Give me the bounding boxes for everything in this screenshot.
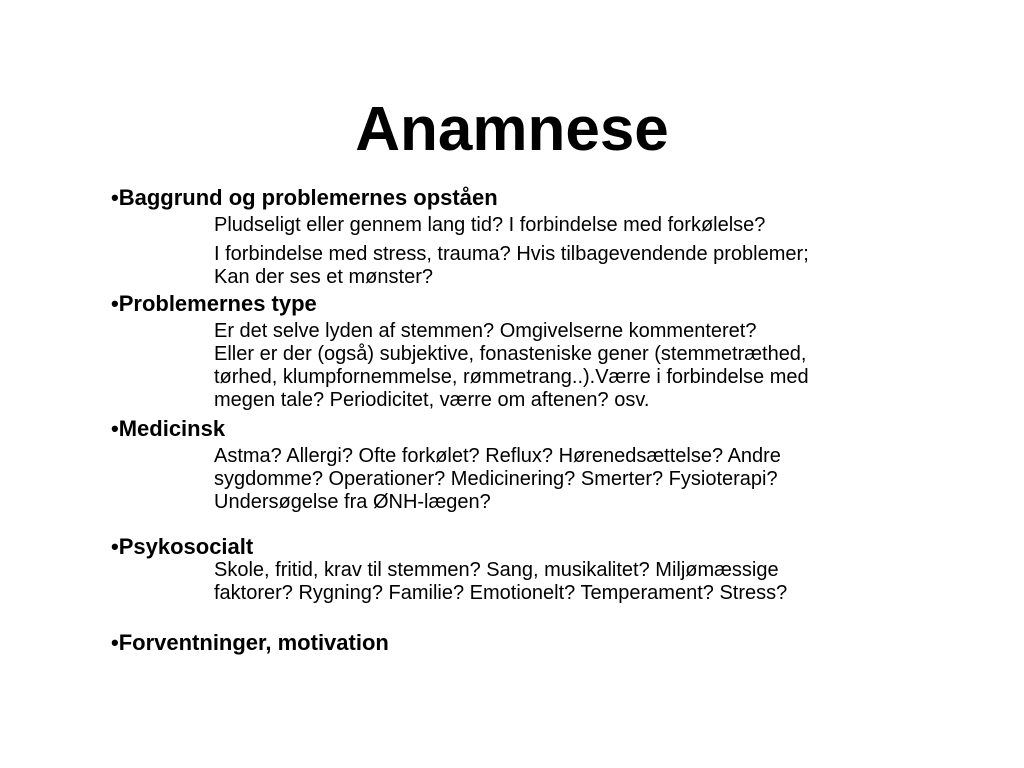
text-line: megen tale? Periodicitet, værre om aftenen? osv. [214, 389, 650, 411]
bullet-marker: • [111, 630, 119, 655]
section-heading: Psykosocialt [118, 534, 254, 559]
text-line: Er det selve lyden af stemmen? Omgivelserne kommenteret? [214, 320, 757, 342]
slide-title: Anamnese [355, 95, 669, 164]
bullet-marker: • [111, 534, 119, 559]
text-line: Undersøgelse fra ØNH-lægen? [214, 491, 491, 513]
section-baggrund [111, 185, 498, 211]
section-problemernes-type [111, 291, 317, 317]
section-baggrund-text-2 [214, 243, 809, 289]
text-line: tørhed, klumpfornemmelse, rømmetrang..).Værre i forbindelse med [214, 366, 809, 388]
text-line: Kan der ses et mønster? [214, 266, 433, 288]
text-line: Eller er der (også) subjektive, fonasteniske gener (stemmetræthed, [214, 343, 807, 365]
section-heading: Problemernes type [118, 291, 317, 316]
section-heading: Forventninger, motivation [118, 630, 389, 655]
text-line: Astma? Allergi? Ofte forkølet? Reflux? Hørenedsættelse? Andre [214, 445, 781, 467]
text-line: faktorer? Rygning? Familie? Emotionelt? Temperament? Stress? [214, 582, 788, 604]
section-problemernes-type-text [214, 320, 809, 412]
bullet-marker: • [111, 291, 119, 316]
bullet-marker: • [111, 416, 119, 441]
section-forventninger [111, 630, 389, 656]
text-line: sygdomme? Operationer? Medicinering? Smerter? Fysioterapi? [214, 468, 778, 490]
section-baggrund-text-1 [214, 214, 765, 237]
section-medicinsk-text [214, 445, 781, 514]
section-psykosocialt-text [214, 559, 787, 605]
section-psykosocialt [111, 534, 253, 560]
text-line: I forbindelse med stress, trauma? Hvis tilbagevendende problemer; [214, 243, 809, 265]
bullet-marker: • [111, 185, 119, 210]
text-line: Pludseligt eller gennem lang tid? I forbindelse med forkølelse? [214, 214, 766, 236]
section-heading: Medicinsk [118, 416, 226, 441]
section-heading: Baggrund og problemernes opståen [118, 185, 498, 210]
section-medicinsk [111, 416, 225, 442]
text-line: Skole, fritid, krav til stemmen? Sang, musikalitet? Miljømæssige [214, 559, 779, 581]
